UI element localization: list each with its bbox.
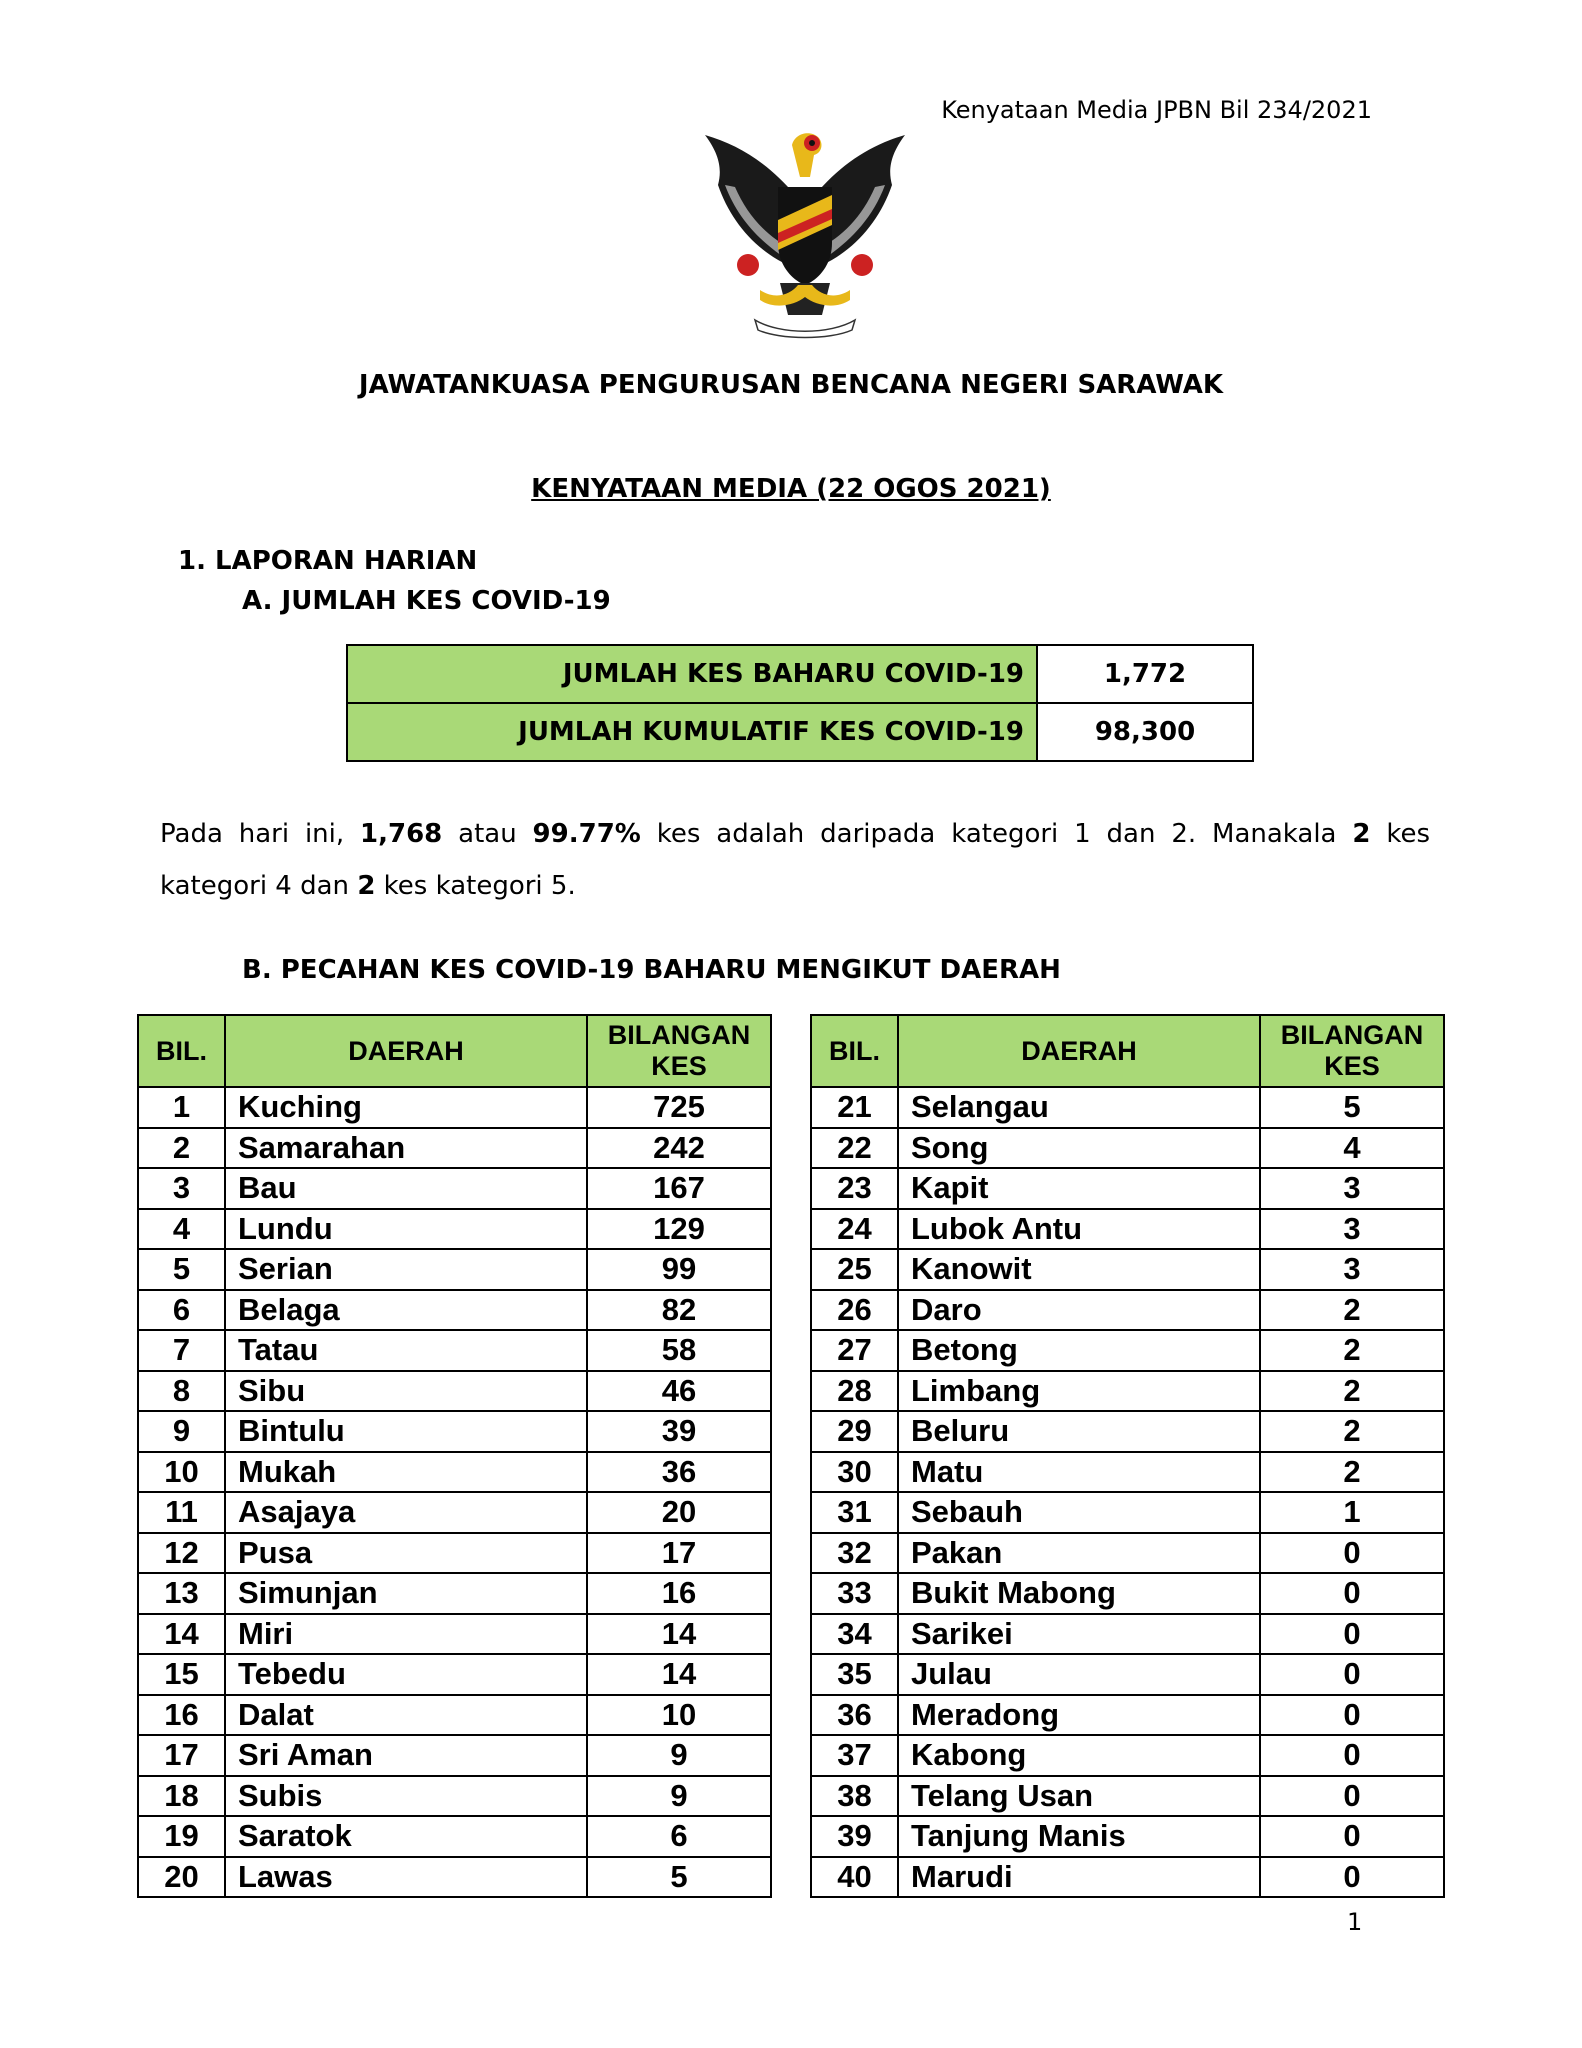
table-row bbox=[138, 1573, 771, 1614]
table-row bbox=[811, 1816, 1444, 1857]
case-count: 10 bbox=[587, 1695, 771, 1736]
table-row bbox=[138, 1330, 771, 1371]
table-row bbox=[811, 1857, 1444, 1898]
table-row bbox=[811, 1776, 1444, 1817]
case-count: 2 bbox=[1260, 1452, 1444, 1493]
row-number: 15 bbox=[138, 1654, 225, 1695]
section-heading-district-breakdown: B. PECAHAN KES COVID-19 BAHARU MENGIKUT DAERAH bbox=[242, 955, 1061, 985]
district-name: Mukah bbox=[225, 1452, 587, 1493]
section-heading-total-cases: A. JUMLAH KES COVID-19 bbox=[242, 586, 611, 616]
district-name: Simunjan bbox=[225, 1573, 587, 1614]
table-row bbox=[811, 1695, 1444, 1736]
page-number: 1 bbox=[1347, 1908, 1363, 1936]
case-count: 20 bbox=[587, 1492, 771, 1533]
district-name: Beluru bbox=[898, 1411, 1260, 1452]
row-number: 22 bbox=[811, 1128, 898, 1169]
district-name: Betong bbox=[898, 1330, 1260, 1371]
table-row bbox=[138, 1452, 771, 1493]
case-count: 3 bbox=[1260, 1209, 1444, 1250]
row-number: 9 bbox=[138, 1411, 225, 1452]
district-name: Kuching bbox=[225, 1087, 587, 1128]
paragraph-text: kes adalah daripada kategori 1 dan 2. Manakala bbox=[640, 819, 1353, 849]
case-count: 167 bbox=[587, 1168, 771, 1209]
header-text: KES bbox=[1324, 1051, 1380, 1081]
row-number: 39 bbox=[811, 1816, 898, 1857]
table-row bbox=[347, 703, 1253, 761]
district-name: Julau bbox=[898, 1654, 1260, 1695]
table-row bbox=[811, 1168, 1444, 1209]
district-name: Pakan bbox=[898, 1533, 1260, 1574]
district-table-left bbox=[137, 1014, 772, 1898]
paragraph-text: Pada hari ini, bbox=[160, 819, 361, 849]
table-row bbox=[811, 1209, 1444, 1250]
district-name: Limbang bbox=[898, 1371, 1260, 1412]
summary-value: 98,300 bbox=[1037, 703, 1253, 761]
header-text: BILANGAN bbox=[607, 1020, 751, 1050]
district-name: Bau bbox=[225, 1168, 587, 1209]
row-number: 14 bbox=[138, 1614, 225, 1655]
column-header-bilangan-kes bbox=[587, 1015, 771, 1087]
district-name: Bukit Mabong bbox=[898, 1573, 1260, 1614]
district-name: Serian bbox=[225, 1249, 587, 1290]
case-count: 2 bbox=[1260, 1290, 1444, 1331]
case-count: 3 bbox=[1260, 1249, 1444, 1290]
case-count: 0 bbox=[1260, 1614, 1444, 1655]
case-count: 2 bbox=[1260, 1371, 1444, 1412]
case-count: 99 bbox=[587, 1249, 771, 1290]
district-name: Matu bbox=[898, 1452, 1260, 1493]
table-row bbox=[138, 1857, 771, 1898]
row-number: 38 bbox=[811, 1776, 898, 1817]
row-number: 33 bbox=[811, 1573, 898, 1614]
row-number: 6 bbox=[138, 1290, 225, 1331]
row-number: 19 bbox=[138, 1816, 225, 1857]
case-count: 14 bbox=[587, 1614, 771, 1655]
table-row bbox=[138, 1816, 771, 1857]
row-number: 24 bbox=[811, 1209, 898, 1250]
row-number: 11 bbox=[138, 1492, 225, 1533]
district-name: Pusa bbox=[225, 1533, 587, 1574]
district-name: Daro bbox=[898, 1290, 1260, 1331]
district-name: Telang Usan bbox=[898, 1776, 1260, 1817]
row-number: 30 bbox=[811, 1452, 898, 1493]
row-number: 2 bbox=[138, 1128, 225, 1169]
column-header-bil: BIL. bbox=[811, 1015, 898, 1087]
row-number: 5 bbox=[138, 1249, 225, 1290]
district-name: Marudi bbox=[898, 1857, 1260, 1898]
table-row bbox=[138, 1249, 771, 1290]
district-name: Tanjung Manis bbox=[898, 1816, 1260, 1857]
row-number: 20 bbox=[138, 1857, 225, 1898]
row-number: 4 bbox=[138, 1209, 225, 1250]
row-number: 31 bbox=[811, 1492, 898, 1533]
district-name: Saratok bbox=[225, 1816, 587, 1857]
case-count: 1 bbox=[1260, 1492, 1444, 1533]
table-row bbox=[138, 1735, 771, 1776]
row-number: 21 bbox=[811, 1087, 898, 1128]
table-header-row bbox=[138, 1015, 771, 1087]
case-count: 17 bbox=[587, 1533, 771, 1574]
table-row bbox=[811, 1411, 1444, 1452]
case-count: 46 bbox=[587, 1371, 771, 1412]
case-count: 0 bbox=[1260, 1533, 1444, 1574]
district-name: Subis bbox=[225, 1776, 587, 1817]
paragraph-bold: 2 bbox=[357, 871, 376, 901]
row-number: 13 bbox=[138, 1573, 225, 1614]
table-header-row bbox=[811, 1015, 1444, 1087]
case-count: 9 bbox=[587, 1735, 771, 1776]
case-count: 14 bbox=[587, 1654, 771, 1695]
column-header-bil: BIL. bbox=[138, 1015, 225, 1087]
district-name: Selangau bbox=[898, 1087, 1260, 1128]
table-row bbox=[811, 1573, 1444, 1614]
case-count: 0 bbox=[1260, 1695, 1444, 1736]
summary-value: 1,772 bbox=[1037, 645, 1253, 703]
district-name: Song bbox=[898, 1128, 1260, 1169]
district-name: Kabong bbox=[898, 1735, 1260, 1776]
district-name: Kapit bbox=[898, 1168, 1260, 1209]
table-row bbox=[138, 1654, 771, 1695]
case-count: 58 bbox=[587, 1330, 771, 1371]
district-name: Tatau bbox=[225, 1330, 587, 1371]
paragraph-text: kes kategori 5. bbox=[375, 871, 576, 901]
row-number: 16 bbox=[138, 1695, 225, 1736]
row-number: 8 bbox=[138, 1371, 225, 1412]
table-row bbox=[811, 1128, 1444, 1169]
case-count: 36 bbox=[587, 1452, 771, 1493]
table-row bbox=[138, 1695, 771, 1736]
district-name: Samarahan bbox=[225, 1128, 587, 1169]
district-name: Tebedu bbox=[225, 1654, 587, 1695]
row-number: 29 bbox=[811, 1411, 898, 1452]
table-row bbox=[138, 1776, 771, 1817]
summary-label: JUMLAH KES BAHARU COVID-19 bbox=[347, 645, 1037, 703]
row-number: 10 bbox=[138, 1452, 225, 1493]
district-name: Asajaya bbox=[225, 1492, 587, 1533]
table-row bbox=[811, 1614, 1444, 1655]
row-number: 37 bbox=[811, 1735, 898, 1776]
paragraph-bold: 99.77% bbox=[532, 819, 641, 849]
case-count: 5 bbox=[587, 1857, 771, 1898]
table-row bbox=[138, 1168, 771, 1209]
row-number: 18 bbox=[138, 1776, 225, 1817]
header-text: BILANGAN bbox=[1280, 1020, 1424, 1050]
row-number: 17 bbox=[138, 1735, 225, 1776]
table-row bbox=[811, 1330, 1444, 1371]
row-number: 36 bbox=[811, 1695, 898, 1736]
summary-paragraph bbox=[160, 808, 1430, 912]
row-number: 27 bbox=[811, 1330, 898, 1371]
district-name: Sri Aman bbox=[225, 1735, 587, 1776]
table-row bbox=[811, 1371, 1444, 1412]
row-number: 3 bbox=[138, 1168, 225, 1209]
column-header-bilangan-kes bbox=[1260, 1015, 1444, 1087]
district-name: Sarikei bbox=[898, 1614, 1260, 1655]
organization-title: JAWATANKUASA PENGURUSAN BENCANA NEGERI SARAWAK bbox=[358, 370, 1224, 400]
row-number: 28 bbox=[811, 1371, 898, 1412]
row-number: 23 bbox=[811, 1168, 898, 1209]
table-row bbox=[138, 1492, 771, 1533]
table-row bbox=[811, 1533, 1444, 1574]
row-number: 34 bbox=[811, 1614, 898, 1655]
table-row bbox=[138, 1411, 771, 1452]
case-count: 9 bbox=[587, 1776, 771, 1817]
row-number: 25 bbox=[811, 1249, 898, 1290]
case-count: 129 bbox=[587, 1209, 771, 1250]
paragraph-text: atau bbox=[442, 819, 533, 849]
case-count: 0 bbox=[1260, 1857, 1444, 1898]
table-row bbox=[138, 1371, 771, 1412]
district-name: Belaga bbox=[225, 1290, 587, 1331]
table-row bbox=[811, 1492, 1444, 1533]
table-row bbox=[138, 1614, 771, 1655]
row-number: 40 bbox=[811, 1857, 898, 1898]
district-name: Lundu bbox=[225, 1209, 587, 1250]
case-count: 3 bbox=[1260, 1168, 1444, 1209]
paragraph-text: kes kategori 4 dan bbox=[160, 819, 1430, 901]
column-header-daerah: DAERAH bbox=[225, 1015, 587, 1087]
table-row bbox=[811, 1249, 1444, 1290]
table-row bbox=[811, 1654, 1444, 1695]
case-count: 0 bbox=[1260, 1776, 1444, 1817]
case-count: 16 bbox=[587, 1573, 771, 1614]
case-count: 0 bbox=[1260, 1735, 1444, 1776]
district-name: Bintulu bbox=[225, 1411, 587, 1452]
paragraph-bold: 1,768 bbox=[360, 819, 443, 849]
summary-label: JUMLAH KUMULATIF KES COVID-19 bbox=[347, 703, 1037, 761]
district-name: Sibu bbox=[225, 1371, 587, 1412]
table-row bbox=[138, 1209, 771, 1250]
table-row bbox=[138, 1087, 771, 1128]
case-count: 242 bbox=[587, 1128, 771, 1169]
table-row bbox=[811, 1735, 1444, 1776]
case-count: 2 bbox=[1260, 1411, 1444, 1452]
row-number: 26 bbox=[811, 1290, 898, 1331]
district-name: Miri bbox=[225, 1614, 587, 1655]
table-row bbox=[811, 1452, 1444, 1493]
case-count: 0 bbox=[1260, 1573, 1444, 1614]
section-heading-daily-report: 1. LAPORAN HARIAN bbox=[178, 546, 478, 576]
summary-table bbox=[346, 644, 1254, 762]
district-table-right bbox=[810, 1014, 1445, 1898]
district-name: Lawas bbox=[225, 1857, 587, 1898]
case-count: 0 bbox=[1260, 1654, 1444, 1695]
table-row bbox=[138, 1290, 771, 1331]
case-count: 2 bbox=[1260, 1330, 1444, 1371]
document-reference: Kenyataan Media JPBN Bil 234/2021 bbox=[941, 96, 1372, 124]
case-count: 6 bbox=[587, 1816, 771, 1857]
case-count: 725 bbox=[587, 1087, 771, 1128]
sarawak-crest-icon bbox=[700, 125, 910, 340]
table-row bbox=[347, 645, 1253, 703]
case-count: 82 bbox=[587, 1290, 771, 1331]
case-count: 4 bbox=[1260, 1128, 1444, 1169]
column-header-daerah: DAERAH bbox=[898, 1015, 1260, 1087]
row-number: 32 bbox=[811, 1533, 898, 1574]
row-number: 1 bbox=[138, 1087, 225, 1128]
row-number: 12 bbox=[138, 1533, 225, 1574]
table-row bbox=[811, 1087, 1444, 1128]
row-number: 7 bbox=[138, 1330, 225, 1371]
paragraph-bold: 2 bbox=[1352, 819, 1371, 849]
header-text: KES bbox=[651, 1051, 707, 1081]
table-row bbox=[138, 1128, 771, 1169]
statement-title: KENYATAAN MEDIA (22 OGOS 2021) bbox=[531, 474, 1051, 504]
case-count: 5 bbox=[1260, 1087, 1444, 1128]
district-name: Dalat bbox=[225, 1695, 587, 1736]
table-row bbox=[138, 1533, 771, 1574]
case-count: 0 bbox=[1260, 1816, 1444, 1857]
table-row bbox=[811, 1290, 1444, 1331]
district-name: Meradong bbox=[898, 1695, 1260, 1736]
case-count: 39 bbox=[587, 1411, 771, 1452]
district-name: Lubok Antu bbox=[898, 1209, 1260, 1250]
district-name: Sebauh bbox=[898, 1492, 1260, 1533]
district-name: Kanowit bbox=[898, 1249, 1260, 1290]
row-number: 35 bbox=[811, 1654, 898, 1695]
